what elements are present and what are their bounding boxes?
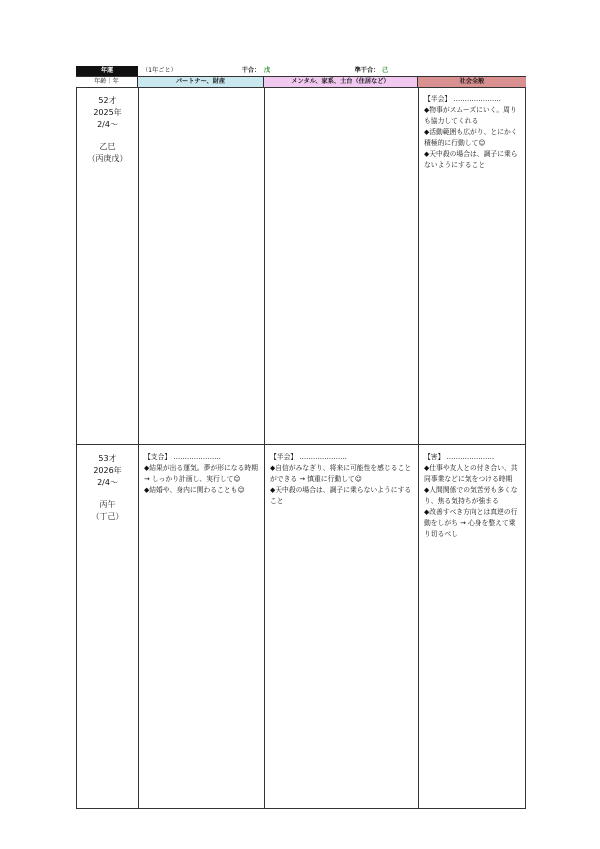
note-title: 【半会】 …………………: [424, 95, 501, 103]
note-item: ◆自信がみなぎり、将来に可能性を感じることができる → 慎重に行動して☺: [270, 464, 412, 483]
age-year-cell: [77, 87, 139, 444]
note-title: 【支合】 …………………: [144, 453, 221, 461]
note-item: ◆天中殺の場合は、調子に乗らないようにすること: [270, 486, 412, 505]
note-item: ◆物事がスムーズにいく。周りも協力してくれる: [424, 106, 517, 125]
column-header-partner: パートナー、財産: [138, 77, 264, 87]
note-item: ◆天中殺の場合は、調子に乗らないようにすること: [424, 150, 518, 169]
title-line: [76, 66, 526, 76]
note-title: 【半会】 …………………: [270, 453, 347, 461]
start-date: 2/4～: [97, 478, 118, 487]
partner-cell: [139, 87, 265, 444]
social-cell: [419, 87, 525, 444]
note-item: ◆改善すべき方向とは真逆の行動をしがち → 心身を整えて乗り切るべし: [424, 508, 518, 538]
mental-cell: [265, 87, 419, 444]
jun-kango-label: 準干合：: [354, 67, 380, 74]
mental-cell: [265, 445, 419, 808]
zoukan: （丁己）: [91, 512, 124, 521]
kango-label: 干合：: [241, 67, 261, 74]
kanshi: 乙巳: [99, 142, 116, 151]
column-header-mental: メンタル、家系、土台（住居など）: [264, 77, 418, 87]
zoukan: （丙庚戊）: [87, 154, 128, 163]
note-item: ◆仕事や友人との付き合い、共同事業などに気をつける時期: [424, 464, 518, 483]
table-row: [77, 445, 525, 808]
column-header-social: 社会全般: [418, 77, 526, 87]
social-cell: [419, 445, 525, 808]
table-body: [76, 87, 526, 809]
year: 2026年: [93, 466, 122, 475]
age-year-cell: [77, 445, 139, 808]
note-item: ◆人間関係での気苦労も多くなり、焦る気持ちが強まる: [424, 486, 518, 505]
partner-cell: [139, 445, 265, 808]
age: 52才: [98, 96, 117, 105]
note-item: ◆活動範囲も広がり、とにかく積極的に行動して☺: [424, 128, 518, 147]
note-item: ◆結果が出る運気。夢が形になる時期 → しっかり計画し、実行して☺: [144, 464, 258, 483]
nenun-label: 年運: [76, 66, 138, 76]
column-header-age-year: 年齢｜年: [76, 77, 138, 87]
age: 53才: [98, 454, 117, 463]
table-row: [77, 87, 525, 445]
start-date: 2/4～: [97, 120, 118, 129]
note-title: 【害】 …………………: [424, 453, 495, 461]
jun-kango-value: 己: [382, 67, 389, 74]
kanshi: 丙午: [99, 500, 116, 509]
year: 2025年: [93, 108, 122, 117]
note-item: ◆結婚や、身内に関わることも☺: [144, 486, 245, 494]
unit-note: （1年ごと）: [142, 67, 177, 74]
kango-value: 戊: [264, 67, 271, 74]
